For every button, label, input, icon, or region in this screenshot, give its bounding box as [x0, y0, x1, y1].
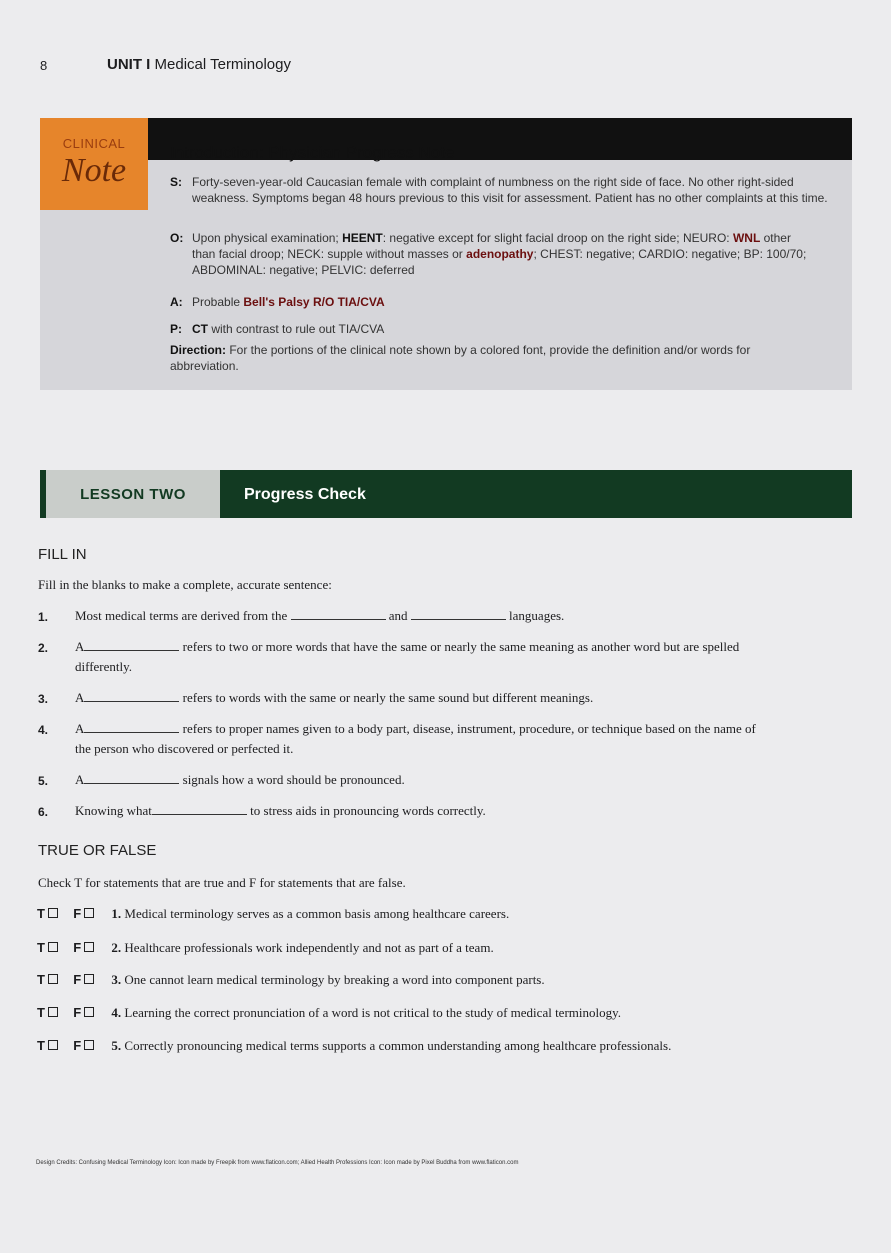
true-checkbox[interactable]: T — [37, 906, 58, 921]
answer-blank[interactable] — [84, 771, 179, 784]
lesson-title: Progress Check — [244, 486, 366, 503]
fill-in-question-3: A refers to words with the same or nearly the same sound but different meanings. — [75, 690, 594, 705]
fill-in-question-5: A signals how a word should be pronounced. — [75, 772, 405, 787]
false-checkbox[interactable]: F — [73, 940, 94, 955]
checkbox-square-icon — [48, 1040, 58, 1050]
true-false-item: T F 4. Learning the correct pronunciation of a word is not critical to the study of medical terminology. — [37, 1005, 622, 1020]
fill-in-heading: FILL IN — [38, 546, 87, 563]
running-header — [107, 56, 291, 73]
question-number: 4. — [38, 723, 49, 737]
lesson-tab-label: LESSON TWO — [80, 486, 186, 503]
fill-in-question-4: A refers to proper names given to a body part, disease, instrument, procedure, or technique based on the name of the person who discovered or perfected it. — [75, 721, 756, 756]
checkbox-square-icon — [48, 1007, 58, 1017]
true-checkbox[interactable]: T — [37, 1005, 58, 1020]
badge-top-text: CLINICAL — [62, 136, 126, 151]
subjective-entry: S: Forty-seven-year-old Caucasian female with complaint of numbness on the right side of face. No other right-sided weakness. Symptoms began 48 hours previous to this visit for assessment. Patient has no other complaints at this time. — [170, 175, 828, 205]
answer-blank[interactable] — [84, 638, 179, 651]
true-false-item: T F 1. Medical terminology serves as a common basis among healthcare careers. — [37, 906, 510, 921]
answer-blank[interactable] — [291, 607, 386, 620]
true-false-item: T F 2. Healthcare professionals work independently and not as part of a team. — [37, 940, 494, 955]
lesson-header-bar — [40, 470, 852, 518]
objective-entry: O: Upon physical examination; HEENT: negative except for slight facial droop on the right side; NEURO: WNL other than facial droop; NECK: supple without masses or adenopathy; CHEST: negative; CARDIO: negative; BP: 100/70; ABDOMINAL: negative; PELVIC: deferred — [170, 231, 807, 277]
plan-entry: P: CT with contrast to rule out TIA/CVA — [170, 322, 385, 336]
checkbox-square-icon — [84, 1007, 94, 1017]
fill-in-instruction: Fill in the blanks to make a complete, accurate sentence: — [38, 577, 332, 592]
answer-blank[interactable] — [152, 802, 247, 815]
answer-blank[interactable] — [84, 720, 179, 733]
checkbox-square-icon — [84, 908, 94, 918]
question-number: 1. — [38, 610, 49, 624]
badge-bottom-text: Note — [61, 152, 127, 189]
true-false-item: T F 5. Correctly pronouncing medical terms supports a common understanding among healthcare professionals. — [37, 1038, 672, 1053]
true-false-item: T F 3. One cannot learn medical terminology by breaking a word into component parts. — [37, 972, 545, 987]
page-number: 8 — [40, 58, 48, 73]
question-number: 3. — [38, 692, 49, 706]
direction-text: Direction: For the portions of the clinical note shown by a colored font, provide the definition and/or words for abbreviation. — [170, 343, 751, 373]
true-checkbox[interactable]: T — [37, 972, 58, 987]
false-checkbox[interactable]: F — [73, 972, 94, 987]
true-checkbox[interactable]: T — [37, 940, 58, 955]
question-number: 6. — [38, 805, 49, 819]
unit-title: Medical Terminology — [154, 56, 291, 73]
design-credits: Design Credits: Confusing Medical Terminology Icon: Icon made by Freepik from www.flaticon.com; Allied Health Professions Icon: Icon made by Pixel Buddha from www.flaticon.com — [36, 1160, 519, 1166]
fill-in-question-2: A refers to two or more words that have the same or nearly the same meaning as another word but are spelled differently. — [75, 639, 740, 674]
checkbox-square-icon — [84, 1040, 94, 1050]
answer-blank[interactable] — [411, 607, 506, 620]
checkbox-square-icon — [48, 942, 58, 952]
note-title: Introduction: Physician Progress Note — [170, 143, 455, 162]
answer-blank[interactable] — [84, 689, 179, 702]
checkbox-square-icon — [84, 942, 94, 952]
true-checkbox[interactable]: T — [37, 1038, 58, 1053]
false-checkbox[interactable]: F — [73, 1005, 94, 1020]
question-number: 2. — [38, 641, 49, 655]
checkbox-square-icon — [84, 974, 94, 984]
clinical-note-badge — [40, 118, 148, 210]
unit-label: UNIT I — [107, 56, 151, 73]
checkbox-square-icon — [48, 974, 58, 984]
false-checkbox[interactable]: F — [73, 1038, 94, 1053]
checkbox-square-icon — [48, 908, 58, 918]
true-false-heading: TRUE OR FALSE — [38, 842, 157, 859]
false-checkbox[interactable]: F — [73, 906, 94, 921]
fill-in-question-6: Knowing what to stress aids in pronouncing words correctly. — [75, 803, 486, 818]
question-number: 5. — [38, 774, 49, 788]
lesson-tab — [46, 470, 220, 518]
fill-in-question-1: Most medical terms are derived from the and languages. — [75, 608, 565, 623]
true-false-instruction: Check T for statements that are true and F for statements that are false. — [38, 875, 406, 890]
assessment-entry: A: Probable Bell's Palsy R/O TIA/CVA — [170, 295, 385, 309]
clinical-note-panel — [40, 118, 852, 390]
